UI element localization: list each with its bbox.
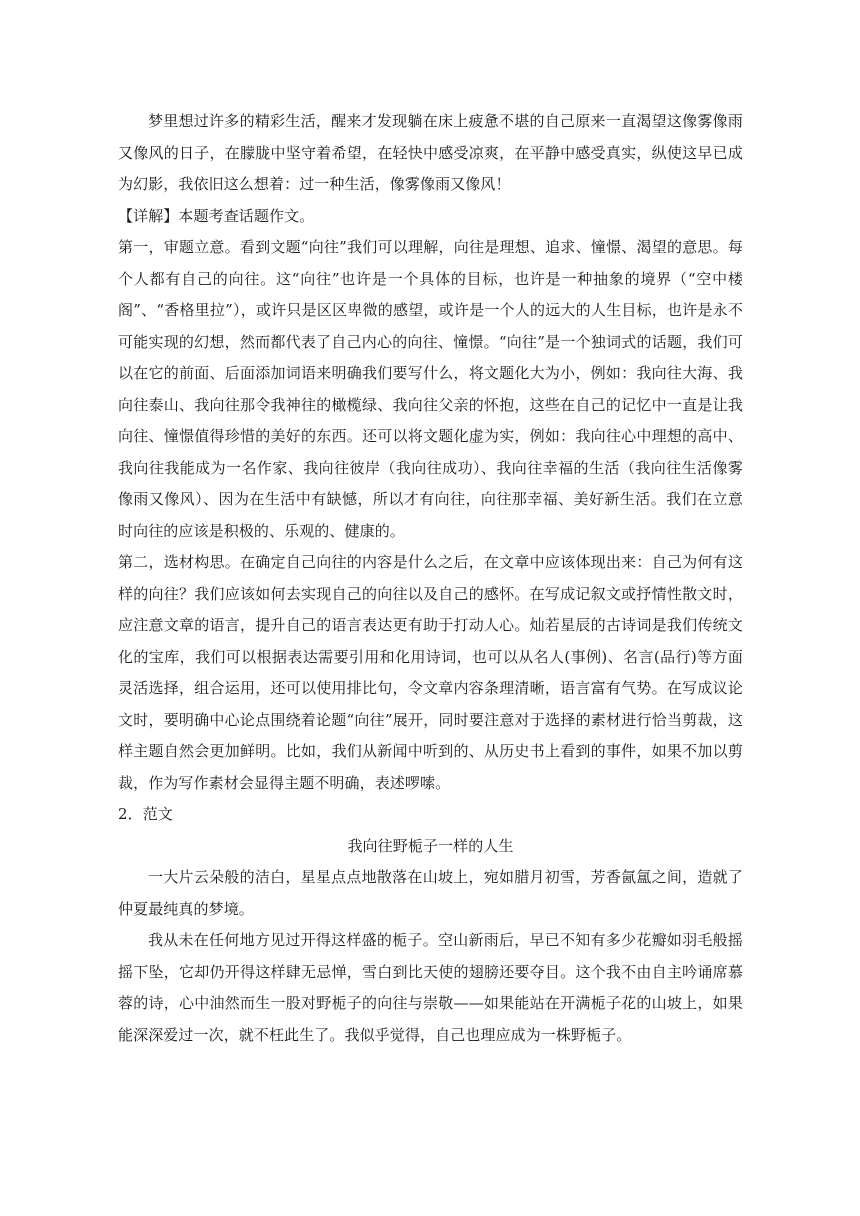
sample-essay-paragraph-2: 我从未在任何地方见过开得这样盛的栀子。空山新雨后，早已不知有多少花瓣如羽毛般摇摇下坠，它却仍开得这样肆无忌惮，雪白到比天使的翅膀还要夺目。这个我不由自主吟诵席慕蓉的诗，心中油然而生一股对野栀子的向往与崇敬——如果能站在开满栀子花的山坡上，如果能深深爱过一次，就不枉此生了。我似乎觉得，自己也理应成为一株野栀子。 [118, 931, 743, 1044]
document-body [118, 106, 743, 1051]
essay-closing-paragraph: 梦里想过许多的精彩生活，醒来才发现躺在床上疲惫不堪的自己原来一直渴望这像雾像雨又像风的日子，在朦胧中坚守着希望，在轻快中感受凉爽，在平静中感受真实，纵使这早已成为幻影，我依旧这么想着：过一种生活，像雾像雨又像风！ [118, 112, 743, 193]
analysis-paragraph-1: 第一，审题立意。看到文题“向往”我们可以理解，向往是理想、追求、憧憬、渴望的意思。每个人都有自己的向往。这“向往”也许是一个具体的目标，也许是一种抽象的境界（“空中楼阁”、“香格里拉”），或许只是区区卑微的感望，或许是一个人的远大的人生目标，也许是永不可能实现的幻想，然而都代表了自己内心的向往、憧憬。“向往”是一个独词式的话题，我们可以在它的前面、后面添加词语来明确我们要写什么，将文题化大为小，例如：我向往大海、我向往泰山、我向往那令我神往的橄榄绿、我向往父亲的怀抱，这些在自己的记忆中一直是让我向往、憧憬值得珍惜的美好的东西。还可以将文题化虚为实，例如：我向往心中理想的高中、我向往我能成为一名作家、我向往彼岸（我向往成功）、我向往幸福的生活（我向往生活像雾像雨又像风）、因为在生活中有缺憾，所以才有向往，向往那幸福、美好新生活。我们在立意时向往的应该是积极的、乐观的、健康的。 [118, 238, 743, 540]
analysis-paragraph-2: 第二，选材构思。在确定自己向往的内容是什么之后，在文章中应该体现出来：自己为何有这样的向往？我们应该如何去实现自己的向往以及自己的感怀。在写成记叙文或抒情性散文时，应注意文章的语言，提升自己的语言表达更有助于打动人心。灿若星辰的古诗词是我们传统文化的宝库，我们可以根据表达需要引用和化用诗词，也可以从名人(事例)、名言(品行)等方面灵活选择，组合运用，还可以使用排比句，令文章内容条理清晰，语言富有气势。在写成议论文时，要明确中心论点围绕着论题“向往”展开，同时要注意对于选择的素材进行恰当剪裁，这样主题自然会更加鲜明。比如，我们从新闻中听到的、从历史书上看到的事件，如果不加以剪裁，作为写作素材会显得主题不明确，表述啰嗦。 [118, 553, 743, 792]
sample-essay-paragraph-1: 一大片云朵般的洁白，星星点点地散落在山坡上，宛如腊月初雪，芳香氤氲之间，造就了仲夏最纯真的梦境。 [118, 868, 743, 918]
sample-essay-title: 我向往野栀子一样的人生 [347, 836, 514, 855]
detail-heading: 【详解】本题考查话题作文。 [118, 206, 315, 225]
sample-essay-label: 2．范文 [118, 805, 173, 823]
